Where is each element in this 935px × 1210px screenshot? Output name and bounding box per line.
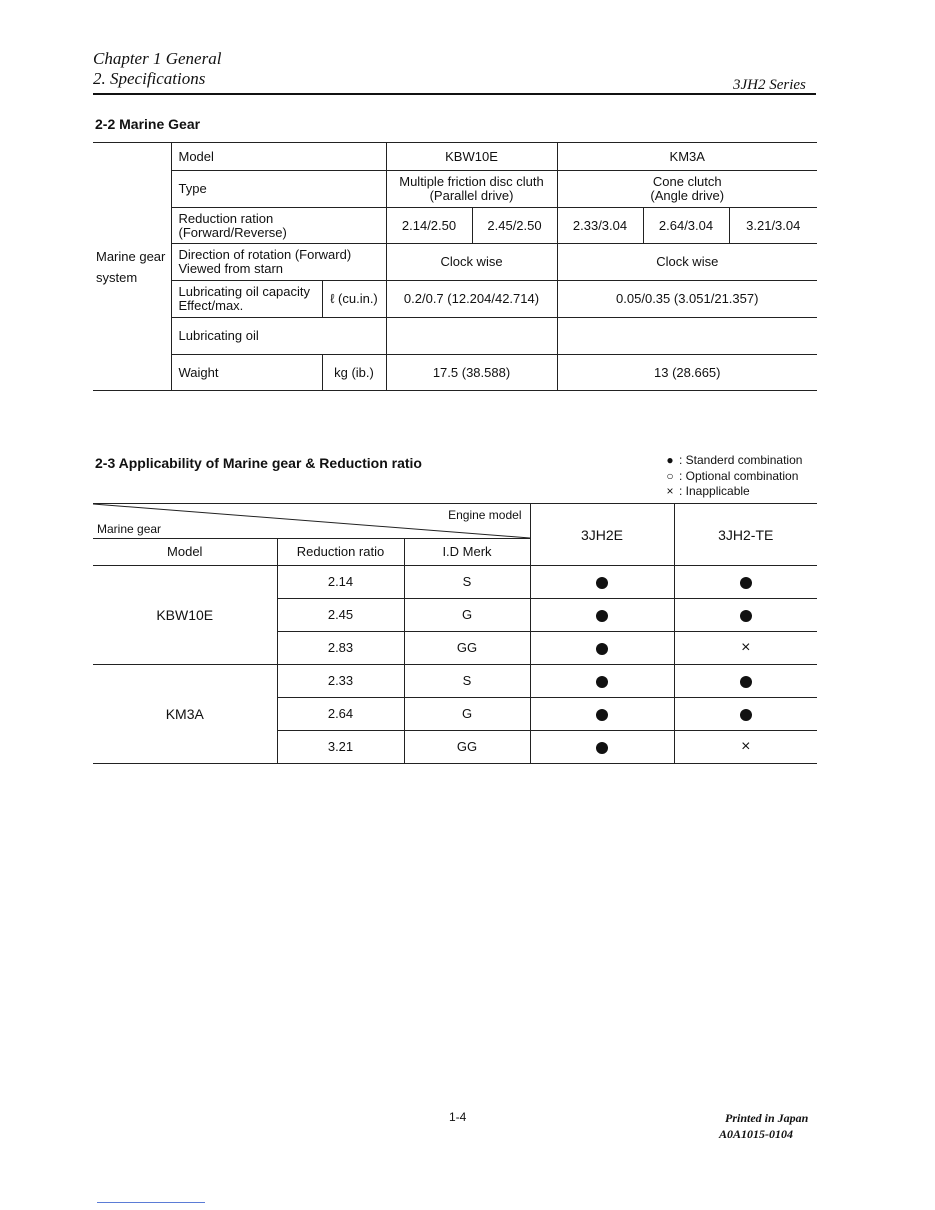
group-label-line-2: system [96, 269, 138, 285]
filled-circle-icon [596, 709, 608, 721]
rotation-label-line-2: Viewed from starn [178, 261, 284, 276]
ratio-value: 2.33/3.04 [557, 208, 643, 244]
filled-circle-icon [596, 676, 608, 688]
type-a [386, 171, 557, 208]
id-mark-cell: G [404, 599, 530, 632]
type-a-line-2: (Parallel drive) [429, 188, 514, 203]
open-circle-icon: ○ [666, 468, 674, 483]
model-label: Model [171, 143, 386, 171]
engine-col-2: 3JH2-TE [674, 504, 817, 566]
type-a-line-1: Multiple friction disc cluth [399, 174, 544, 189]
weight-label: Waight [171, 355, 322, 391]
printed-in-japan: Printed in Japan [725, 1111, 809, 1125]
header-rule [93, 93, 816, 95]
model-b: KM3A [557, 143, 817, 171]
engine-1-cell [530, 698, 674, 731]
diagonal-header-cell [93, 504, 530, 539]
legend-optional: ○ : Optional combination [664, 469, 802, 485]
engine-1-cell [530, 632, 674, 665]
engine-2-cell [674, 665, 817, 698]
id-mark-cell: GG [404, 632, 530, 665]
cross-icon: × [741, 639, 751, 656]
legend [664, 453, 802, 500]
engine-1-cell [530, 566, 674, 599]
ratio-value: 2.64/3.04 [643, 208, 729, 244]
page-number: 1-4 [449, 1110, 467, 1124]
ratio-cell: 2.33 [277, 665, 404, 698]
oil-capacity-label-line-1: Lubricating oil capacity [178, 284, 311, 299]
filled-circle-icon: ● [666, 453, 674, 467]
filled-circle-icon [596, 610, 608, 622]
oil-label: Lubricating oil [171, 318, 386, 355]
applicability-heading: 2-3 Applicability of Marine gear & Reduction ratio [95, 455, 422, 471]
ratio-value: 2.45/2.50 [472, 208, 557, 244]
oil-capacity-a: 0.2/0.7 (12.204/42.714) [386, 281, 557, 318]
ratio-label-line-2: (Forward/Reverse) [178, 224, 287, 240]
filled-circle-icon [596, 742, 608, 754]
type-b-line-2: (Angle drive) [650, 188, 725, 203]
chapter-title: Chapter 1 General [93, 49, 222, 68]
marine-gear-spec-table [93, 142, 817, 391]
engine-col-1: 3JH2E [530, 504, 674, 566]
ratio-cell: 2.64 [277, 698, 404, 731]
engine-2-cell [674, 731, 817, 764]
ratio-value: 3.21/3.04 [729, 208, 817, 244]
cross-icon: × [741, 738, 751, 755]
footer-link-line [97, 1202, 205, 1203]
ratio-header: Reduction ratio [277, 539, 404, 566]
weight-a: 17.5 (38.588) [386, 355, 557, 391]
filled-circle-icon [596, 643, 608, 655]
legend-standard: ● : Standerd combination [664, 453, 802, 469]
id-mark-cell: S [404, 566, 530, 599]
document-code: A0A1015-0104 [719, 1127, 794, 1141]
engine-2-cell [674, 632, 817, 665]
group-label-line-1: Marine gear [96, 248, 166, 264]
filled-circle-icon [596, 577, 608, 589]
filled-circle-icon [740, 676, 752, 688]
engine-1-cell [530, 665, 674, 698]
oil-capacity-unit: ℓ (cu.in.) [322, 281, 386, 318]
rotation-label [171, 244, 386, 281]
series-label: 3JH2 Series [733, 77, 806, 93]
engine-1-cell [530, 599, 674, 632]
type-b-line-1: Cone clutch [652, 174, 722, 189]
model-a: KBW10E [386, 143, 557, 171]
ratio-cell: 3.21 [277, 731, 404, 764]
model-header: Model [93, 539, 277, 566]
marine-gear-heading: 2-2 Marine Gear [95, 116, 201, 132]
engine-2-cell [674, 566, 817, 599]
engine-2-cell [674, 698, 817, 731]
filled-circle-icon [740, 610, 752, 622]
rotation-a: Clock wise [386, 244, 557, 281]
rotation-label-line-1: Direction of rotation (Forward) [178, 247, 352, 262]
oil-capacity-label [171, 281, 322, 318]
id-header: I.D Merk [404, 539, 530, 566]
filled-circle-icon [740, 709, 752, 721]
ratio-label [171, 208, 386, 244]
engine-model-label: Engine model [448, 508, 522, 522]
oil-a [386, 318, 557, 355]
oil-capacity-label-line-2: Effect/max. [178, 298, 244, 313]
gear-model-cell: KM3A [93, 665, 277, 764]
type-b [557, 171, 817, 208]
marine-gear-label: Marine gear [97, 522, 162, 536]
table-row [93, 665, 817, 698]
gear-model-cell: KBW10E [93, 566, 277, 665]
id-mark-cell: G [404, 698, 530, 731]
legend-inapplicable: × : Inapplicable [664, 484, 802, 500]
ratio-cell: 2.14 [277, 566, 404, 599]
oil-capacity-b: 0.05/0.35 (3.051/21.357) [557, 281, 817, 318]
id-mark-cell: GG [404, 731, 530, 764]
engine-2-cell [674, 599, 817, 632]
id-mark-cell: S [404, 665, 530, 698]
ratio-cell: 2.83 [277, 632, 404, 665]
rotation-b: Clock wise [557, 244, 817, 281]
ratio-value: 2.14/2.50 [386, 208, 472, 244]
ratio-label-line-1: Reduction ration [178, 210, 274, 226]
ratio-cell: 2.45 [277, 599, 404, 632]
weight-unit: kg (ib.) [322, 355, 386, 391]
applicability-table [93, 503, 817, 764]
weight-b: 13 (28.665) [557, 355, 817, 391]
type-label: Type [171, 171, 386, 208]
engine-1-cell [530, 731, 674, 764]
cross-icon: × [666, 484, 674, 498]
group-label-cell [93, 143, 171, 391]
table-row [93, 566, 817, 599]
section-title: 2. Specifications [93, 69, 206, 88]
oil-b [557, 318, 817, 355]
filled-circle-icon [740, 577, 752, 589]
